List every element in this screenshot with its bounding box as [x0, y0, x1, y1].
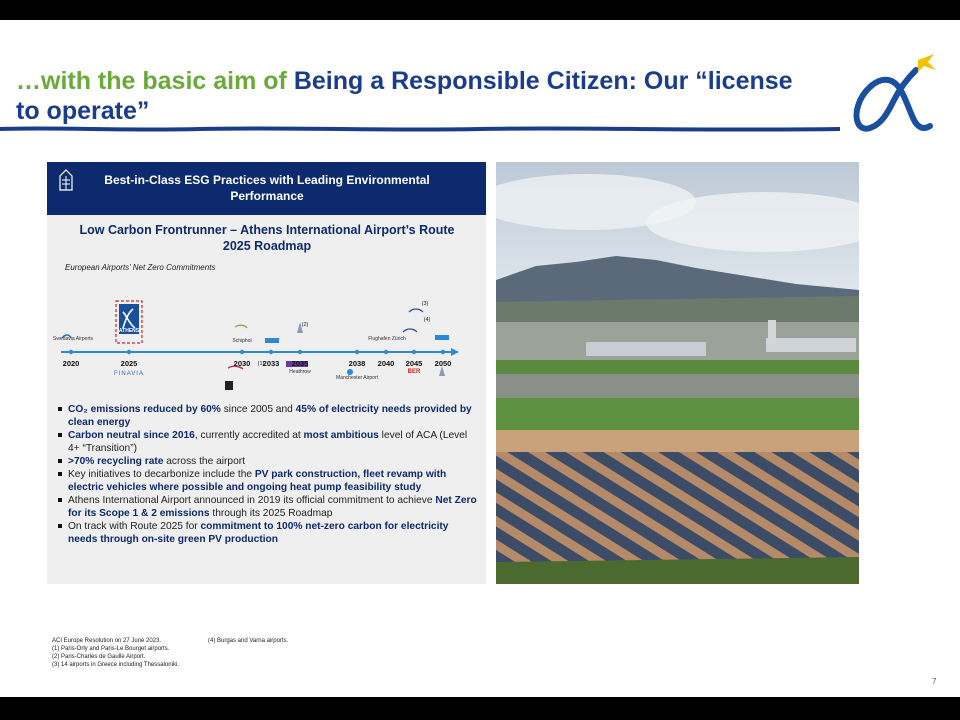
year-label: 2020 — [62, 359, 80, 368]
bullet-bold-text: >70% recycling rate — [68, 456, 164, 467]
year-label: 2035 — [291, 359, 309, 368]
title-underline — [0, 124, 840, 134]
year-label: 2050 — [434, 359, 452, 368]
bullet-text: through its 2025 Roadmap — [209, 508, 333, 519]
timeline-arrow-icon — [451, 348, 459, 356]
footnote-marker-2: (2) — [301, 322, 309, 328]
esg-bullet-item — [57, 455, 477, 468]
airport-logo-icon-2030b — [225, 381, 233, 390]
footnote-marker-1: (1) — [257, 361, 265, 367]
bullet-text: Athens International Airport announced in 2019 its official commitment to achieve — [68, 495, 436, 506]
esg-bullet-item — [57, 429, 477, 455]
airport-label-swedavia: Swedavia Airports — [52, 336, 94, 342]
slide — [0, 20, 960, 697]
net-zero-caption: European Airports’ Net Zero Commitments — [65, 263, 216, 272]
bullet-text: , currently accredited at — [194, 430, 304, 441]
footnote-line: ACI Europe Resolution on 27 June 2023. — [52, 638, 162, 644]
finavia-label: FINAVIA — [114, 371, 144, 377]
footnote-line: (4) Burgas and Varna airports. — [208, 638, 289, 644]
year-label: 2030 — [233, 359, 251, 368]
footnotes — [52, 637, 289, 669]
airport-logo-icon — [848, 48, 938, 138]
bullet-text: Key initiatives to decarbonize include the — [68, 469, 255, 480]
esg-bullet-item — [57, 494, 477, 520]
panel-header — [47, 162, 486, 215]
roadmap-subheader: Low Carbon Frontrunner – Athens International Airport’s Route 2025 Roadmap — [79, 223, 455, 253]
bullet-text: across the airport — [163, 456, 245, 467]
airport-label-athens: ATHENS — [118, 328, 140, 334]
panel-header-text: Best-in-Class ESG Practices with Leading Environmental Performance — [104, 173, 430, 203]
footnote-marker-3: (3) — [421, 301, 429, 307]
esg-bullet-list — [57, 403, 477, 546]
title-green-part: …with the basic aim of — [16, 67, 294, 95]
footnote-marker-4: (4) — [423, 317, 431, 323]
bullet-bold-text: PV park construction, fleet revamp with electric vehicles where possible and ongoing heat pump feasibility study — [68, 469, 447, 493]
bullet-bold-text: commitment to 100% net-zero carbon for electricity needs through on-site green PV production — [68, 521, 449, 545]
bullet-text: since 2005 and — [220, 404, 296, 415]
year-label: 2033 — [262, 359, 280, 368]
esg-panel — [47, 162, 486, 584]
airport-label-zurich: Flughafen Zürich — [368, 336, 406, 342]
footnote-line: (2) Paris-Charles de Gaulle Airport. — [52, 654, 146, 660]
building-icon — [57, 168, 75, 194]
schiphol-logo-icon — [235, 325, 247, 328]
title-blue-part: Being a Responsible Citizen: Our “license to operate” — [16, 67, 793, 125]
airport-logo-icon-2050 — [435, 335, 449, 340]
year-label: 2040 — [377, 359, 395, 368]
esg-bullet-item — [57, 403, 477, 429]
page-number: 7 — [932, 677, 937, 686]
bullet-text: level of ACA (Level 4+ “Transition”) — [68, 430, 468, 454]
year-label: 2045 — [405, 359, 423, 368]
bullet-bold-text: CO₂ emissions reduced by 60% — [68, 404, 221, 415]
year-label: 2038 — [348, 359, 366, 368]
bullet-bold-text: Carbon neutral since 2016 — [68, 430, 195, 441]
bullet-text: On track with Route 2025 for — [68, 521, 201, 532]
airport-logo-icon-2033 — [265, 338, 279, 343]
bullet-bold-text: most ambitious — [303, 430, 379, 441]
footnote-line: (1) Paris-Orly and Paris-Le Bourget airports. — [52, 646, 170, 652]
bulgaria-airports-logo-icon — [409, 309, 423, 312]
airport-label-schiphol: Schiphol — [232, 338, 252, 344]
bullet-bold-text: Net Zero for its Scope 1 & 2 emissions — [68, 495, 477, 519]
airport-solar-park-photo — [496, 162, 859, 584]
airport-label-manchester: Manchester Airport — [336, 375, 378, 381]
year-label: 2025 — [120, 359, 138, 368]
esg-bullet-item — [57, 468, 477, 494]
airport-label-ber: BER — [407, 369, 421, 375]
bullet-bold-text: 45% of electricity needs provided by clean energy — [68, 404, 472, 428]
airport-label-heathrow: Heathrow — [289, 369, 311, 375]
footnote-line: (3) 14 airports in Greece including Thessaloniki. — [52, 662, 179, 668]
slide-title — [16, 66, 816, 126]
esg-bullet-item — [57, 520, 477, 546]
greece-airports-logo-icon — [403, 329, 417, 332]
